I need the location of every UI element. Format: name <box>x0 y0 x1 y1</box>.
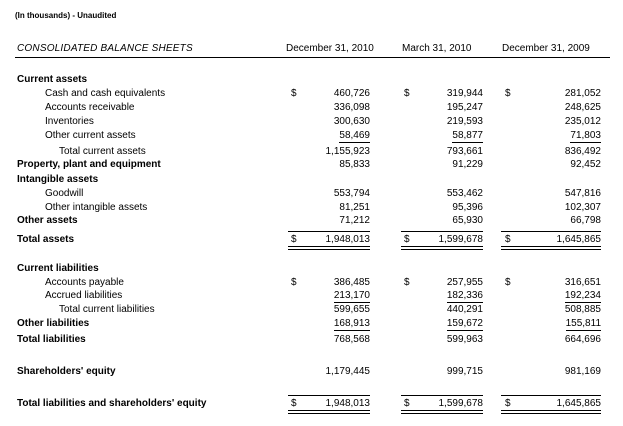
cell-value: 460,726 <box>333 88 370 99</box>
cell-value: 553,462 <box>446 188 483 199</box>
row-label: Shareholders' equity <box>17 366 116 377</box>
cell-value: 248,625 <box>564 102 601 113</box>
cell-value: 1,948,013 <box>325 398 370 409</box>
table-row <box>0 158 623 171</box>
cell-value: 793,661 <box>446 146 483 157</box>
cell-value: 386,485 <box>333 277 370 288</box>
cell-value: 981,169 <box>564 366 601 377</box>
column-header-dec-2010: December 31, 2010 <box>286 43 374 54</box>
cell-value: 192,234 <box>564 290 601 301</box>
cell-value: 95,396 <box>452 202 483 213</box>
total-top-rule <box>288 395 370 396</box>
cell-value: 599,963 <box>446 334 483 345</box>
cell-value: 168,913 <box>333 318 370 329</box>
table-row <box>0 397 623 410</box>
total-double-rule <box>401 410 483 414</box>
row-label: Goodwill <box>45 188 84 199</box>
table-row <box>0 303 623 316</box>
table-row <box>0 115 623 128</box>
table-row <box>0 145 623 158</box>
row-label: Other current assets <box>45 130 136 141</box>
table-row <box>0 365 623 378</box>
cell-value: 300,630 <box>333 116 370 127</box>
table-row <box>0 262 623 275</box>
cell-value: 71,803 <box>570 130 601 141</box>
table-row <box>0 214 623 227</box>
row-label: Property, plant and equipment <box>17 159 161 170</box>
cell-value: 281,052 <box>564 88 601 99</box>
cell-value: 319,944 <box>446 88 483 99</box>
row-label: Total liabilities and shareholders' equity <box>17 398 207 409</box>
cell-value: 102,307 <box>564 202 601 213</box>
table-row <box>0 233 623 246</box>
cell-value: 58,877 <box>452 130 483 141</box>
cell-value: 508,885 <box>564 304 601 315</box>
currency-symbol: $ <box>404 234 410 245</box>
row-label: Other assets <box>17 215 78 226</box>
cell-value: 440,291 <box>446 304 483 315</box>
row-label: Total current liabilities <box>59 304 155 315</box>
total-double-rule <box>501 410 601 414</box>
row-label: Total liabilities <box>17 334 86 345</box>
cell-value: 1,645,865 <box>556 234 601 245</box>
row-label: Total current assets <box>59 146 146 157</box>
header-divider <box>15 57 610 58</box>
cell-value: 81,251 <box>339 202 370 213</box>
column-header-dec-2009: December 31, 2009 <box>502 43 590 54</box>
total-double-rule <box>501 246 601 250</box>
cell-value: 85,833 <box>339 159 370 170</box>
total-top-rule <box>401 395 483 396</box>
table-row <box>0 101 623 114</box>
cell-value: 155,811 <box>565 318 601 329</box>
cell-value: 1,599,678 <box>438 234 483 245</box>
total-double-rule <box>288 410 370 414</box>
cell-value: 195,247 <box>446 102 483 113</box>
cell-value: 1,599,678 <box>438 398 483 409</box>
row-label: Accrued liabilities <box>45 290 123 301</box>
cell-value: 1,645,865 <box>556 398 601 409</box>
currency-symbol: $ <box>291 398 297 409</box>
cell-value: 599,655 <box>333 304 370 315</box>
row-label: Current assets <box>17 74 88 85</box>
cell-value: 66,798 <box>570 215 601 226</box>
table-row <box>0 187 623 200</box>
table-row <box>0 276 623 289</box>
column-header-mar-2010: March 31, 2010 <box>402 43 472 54</box>
cell-value: 71,212 <box>339 215 370 226</box>
table-row <box>0 333 623 346</box>
currency-symbol: $ <box>404 398 410 409</box>
cell-value: 257,955 <box>446 277 483 288</box>
row-label: Accounts payable <box>45 277 124 288</box>
total-double-rule <box>401 246 483 250</box>
total-top-rule <box>501 231 601 232</box>
cell-value: 91,229 <box>452 159 483 170</box>
table-row <box>0 289 623 302</box>
cell-value: 336,098 <box>333 102 370 113</box>
row-label: Inventories <box>45 116 94 127</box>
statement-title: CONSOLIDATED BALANCE SHEETS <box>17 43 193 54</box>
cell-value: 1,155,923 <box>325 146 370 157</box>
cell-value: 1,948,013 <box>325 234 370 245</box>
total-top-rule <box>288 231 370 232</box>
currency-symbol: $ <box>404 88 410 99</box>
total-top-rule <box>401 231 483 232</box>
cell-value: 664,696 <box>564 334 601 345</box>
cell-value: 219,593 <box>446 116 483 127</box>
cell-value: 547,816 <box>564 188 601 199</box>
currency-symbol: $ <box>505 398 511 409</box>
cell-value: 92,452 <box>570 159 601 170</box>
cell-value: 1,179,445 <box>325 366 370 377</box>
row-label: Total assets <box>17 234 75 245</box>
row-label: Other intangible assets <box>45 202 148 213</box>
total-double-rule <box>288 246 370 250</box>
table-row <box>0 73 623 86</box>
table-row <box>0 201 623 214</box>
currency-symbol: $ <box>505 88 511 99</box>
cell-value: 836,492 <box>564 146 601 157</box>
cell-value: 159,672 <box>446 318 483 329</box>
total-top-rule <box>501 395 601 396</box>
row-label: Intangible assets <box>17 174 99 185</box>
table-row <box>0 317 623 330</box>
table-row <box>0 87 623 100</box>
units-note: (In thousands) - Unaudited <box>15 11 117 20</box>
cell-value: 65,930 <box>452 215 483 226</box>
table-row <box>0 129 623 142</box>
row-label: Accounts receivable <box>45 102 135 113</box>
currency-symbol: $ <box>404 277 410 288</box>
cell-value: 213,170 <box>333 290 370 301</box>
cell-value: 182,336 <box>446 290 483 301</box>
cell-value: 235,012 <box>564 116 601 127</box>
cell-value: 58,469 <box>339 130 370 141</box>
currency-symbol: $ <box>291 234 297 245</box>
cell-value: 553,794 <box>333 188 370 199</box>
currency-symbol: $ <box>505 277 511 288</box>
table-row <box>0 173 623 186</box>
currency-symbol: $ <box>291 88 297 99</box>
cell-value: 999,715 <box>446 366 483 377</box>
currency-symbol: $ <box>291 277 297 288</box>
row-label: Other liabilities <box>17 318 90 329</box>
cell-value: 316,651 <box>564 277 601 288</box>
currency-symbol: $ <box>505 234 511 245</box>
row-label: Current liabilities <box>17 263 99 274</box>
row-label: Cash and cash equivalents <box>45 88 166 99</box>
cell-value: 768,568 <box>333 334 370 345</box>
